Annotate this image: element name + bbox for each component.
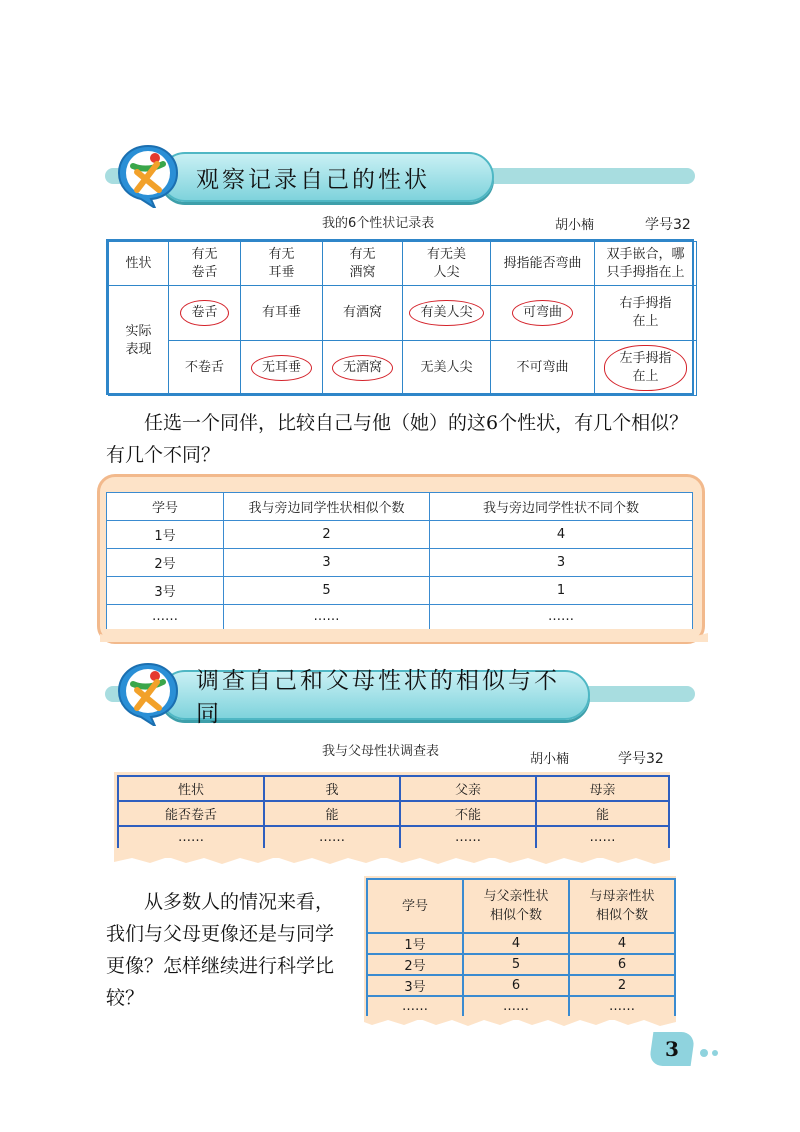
header-cell: 性状: [109, 242, 169, 286]
table-row: [367, 954, 675, 975]
header-cell: 我: [264, 776, 400, 801]
table-cell: ……: [107, 605, 224, 629]
table-cell: 6: [463, 975, 569, 996]
table-row: [107, 605, 693, 629]
table-cell: ……: [367, 996, 463, 1016]
student-number: 学号32: [645, 217, 691, 233]
table-cell: 不能: [400, 801, 536, 826]
table-cell: [323, 341, 403, 396]
table-cell: ……: [463, 996, 569, 1016]
table-cell: [403, 286, 491, 341]
header-cell: 有无 耳垂: [241, 242, 323, 286]
header-cell: 学号: [107, 493, 224, 521]
table-row: [367, 975, 675, 996]
page-number-badge: [651, 1032, 693, 1066]
table-cell: 3号: [367, 975, 463, 996]
parent-survey-table: [117, 775, 668, 848]
table-cell: [491, 286, 595, 341]
table-header-row: [118, 776, 669, 801]
table-cell: 能: [536, 801, 669, 826]
header-cell: 学号: [367, 879, 463, 933]
table-cell: ……: [430, 605, 693, 629]
table-caption: 我的6个性状记录表: [322, 216, 435, 231]
table-cell: 有耳垂: [241, 286, 323, 341]
decor-dot: [700, 1049, 708, 1057]
table-cell: [595, 341, 697, 396]
circled-answer: 有美人尖: [409, 300, 483, 326]
circled-answer: 卷舌: [180, 300, 228, 326]
circled-answer: 可弯曲: [512, 300, 573, 326]
circled-answer: 左手拇指 在上: [604, 345, 686, 391]
torn-edge: [100, 630, 708, 642]
table-cell: 5: [224, 577, 430, 605]
table-row: [118, 801, 669, 826]
decor-dot: [712, 1050, 718, 1056]
table-cell: 2号: [107, 549, 224, 577]
table-cell: 4: [569, 933, 675, 954]
table-cell: 2: [569, 975, 675, 996]
question-paragraph: 从多数人的情况来看，我们与父母更像还是与同学更像？怎样继续进行科学比较？: [106, 891, 335, 1009]
table-cell: [241, 341, 323, 396]
section-banner-observe: [105, 150, 695, 210]
table-row: [107, 549, 693, 577]
page-number: 3: [665, 1037, 679, 1061]
student-name: 胡小楠: [530, 752, 570, 767]
row-label-cell: 实际 表现: [109, 286, 169, 396]
table-cell: ……: [536, 826, 669, 848]
table-cell: 右手拇指 在上: [595, 286, 697, 341]
table-row: [367, 933, 675, 954]
header-cell: 性状: [118, 776, 264, 801]
header-cell: 双手嵌合，哪 只手拇指在上: [595, 242, 697, 286]
table-cell: 4: [430, 521, 693, 549]
table-cell: 4: [463, 933, 569, 954]
torn-edge: [114, 854, 670, 866]
activity-logo-icon: [115, 660, 181, 726]
table-cell: 6: [569, 954, 675, 975]
table-header-row: [107, 493, 693, 521]
header-cell: 有无 卷舌: [169, 242, 241, 286]
table-cell: ……: [400, 826, 536, 848]
table-cell: 不卷舌: [169, 341, 241, 396]
circled-answer: 无酒窝: [332, 355, 393, 381]
table-header-row: [109, 242, 697, 286]
table-caption: 我与父母性状调查表: [322, 744, 440, 759]
table-cell: 1号: [367, 933, 463, 954]
table-row: [109, 341, 697, 396]
table-cell: ……: [569, 996, 675, 1016]
header-cell: 有无 酒窝: [323, 242, 403, 286]
torn-edge: [364, 1016, 676, 1028]
activity-logo-icon: [115, 142, 181, 208]
table-cell: [169, 286, 241, 341]
table-row: [107, 521, 693, 549]
table-row: [118, 826, 669, 848]
table-cell: 无美人尖: [403, 341, 491, 396]
table-cell: 有酒窝: [323, 286, 403, 341]
banner-pill: [160, 668, 590, 727]
table-cell: 3: [224, 549, 430, 577]
table-cell: 2号: [367, 954, 463, 975]
header-cell: 我与旁边同学性状相似个数: [224, 493, 430, 521]
section-banner-survey: [105, 668, 695, 728]
header-cell: 母亲: [536, 776, 669, 801]
classmate-compare-table: [106, 492, 692, 629]
table-cell: ……: [264, 826, 400, 848]
table-row: [367, 996, 675, 1016]
header-cell: 拇指能否弯曲: [491, 242, 595, 286]
header-cell: 有无美 人尖: [403, 242, 491, 286]
table-cell: 5: [463, 954, 569, 975]
banner-pill: [160, 152, 494, 202]
student-name: 胡小楠: [555, 218, 595, 233]
table-row: [109, 286, 697, 341]
table-cell: 能否卷舌: [118, 801, 264, 826]
table-cell: 1号: [107, 521, 224, 549]
header-cell: 与母亲性状 相似个数: [569, 879, 675, 933]
student-number: 学号32: [618, 751, 664, 767]
table-cell: ……: [118, 826, 264, 848]
table-cell: 不可弯曲: [491, 341, 595, 396]
table-cell: 2: [224, 521, 430, 549]
parent-similarity-table: [366, 878, 674, 1016]
header-cell: 我与旁边同学性状不同个数: [430, 493, 693, 521]
header-cell: 父亲: [400, 776, 536, 801]
header-cell: 与父亲性状 相似个数: [463, 879, 569, 933]
question-paragraph: 任选一个同伴，比较自己与他（她）的这6个性状，有几个相似？有几个不同？: [106, 412, 689, 466]
table-row: [107, 577, 693, 605]
table-cell: 3: [430, 549, 693, 577]
trait-record-table: [106, 239, 694, 395]
table-cell: 3号: [107, 577, 224, 605]
table-cell: 1: [430, 577, 693, 605]
table-cell: 能: [264, 801, 400, 826]
section-title: 观察记录自己的性状: [196, 166, 430, 193]
section-title: 调查自己和父母性状的相似与不同: [196, 668, 560, 727]
circled-answer: 无耳垂: [251, 355, 312, 381]
table-header-row: [367, 879, 675, 933]
table-cell: ……: [224, 605, 430, 629]
